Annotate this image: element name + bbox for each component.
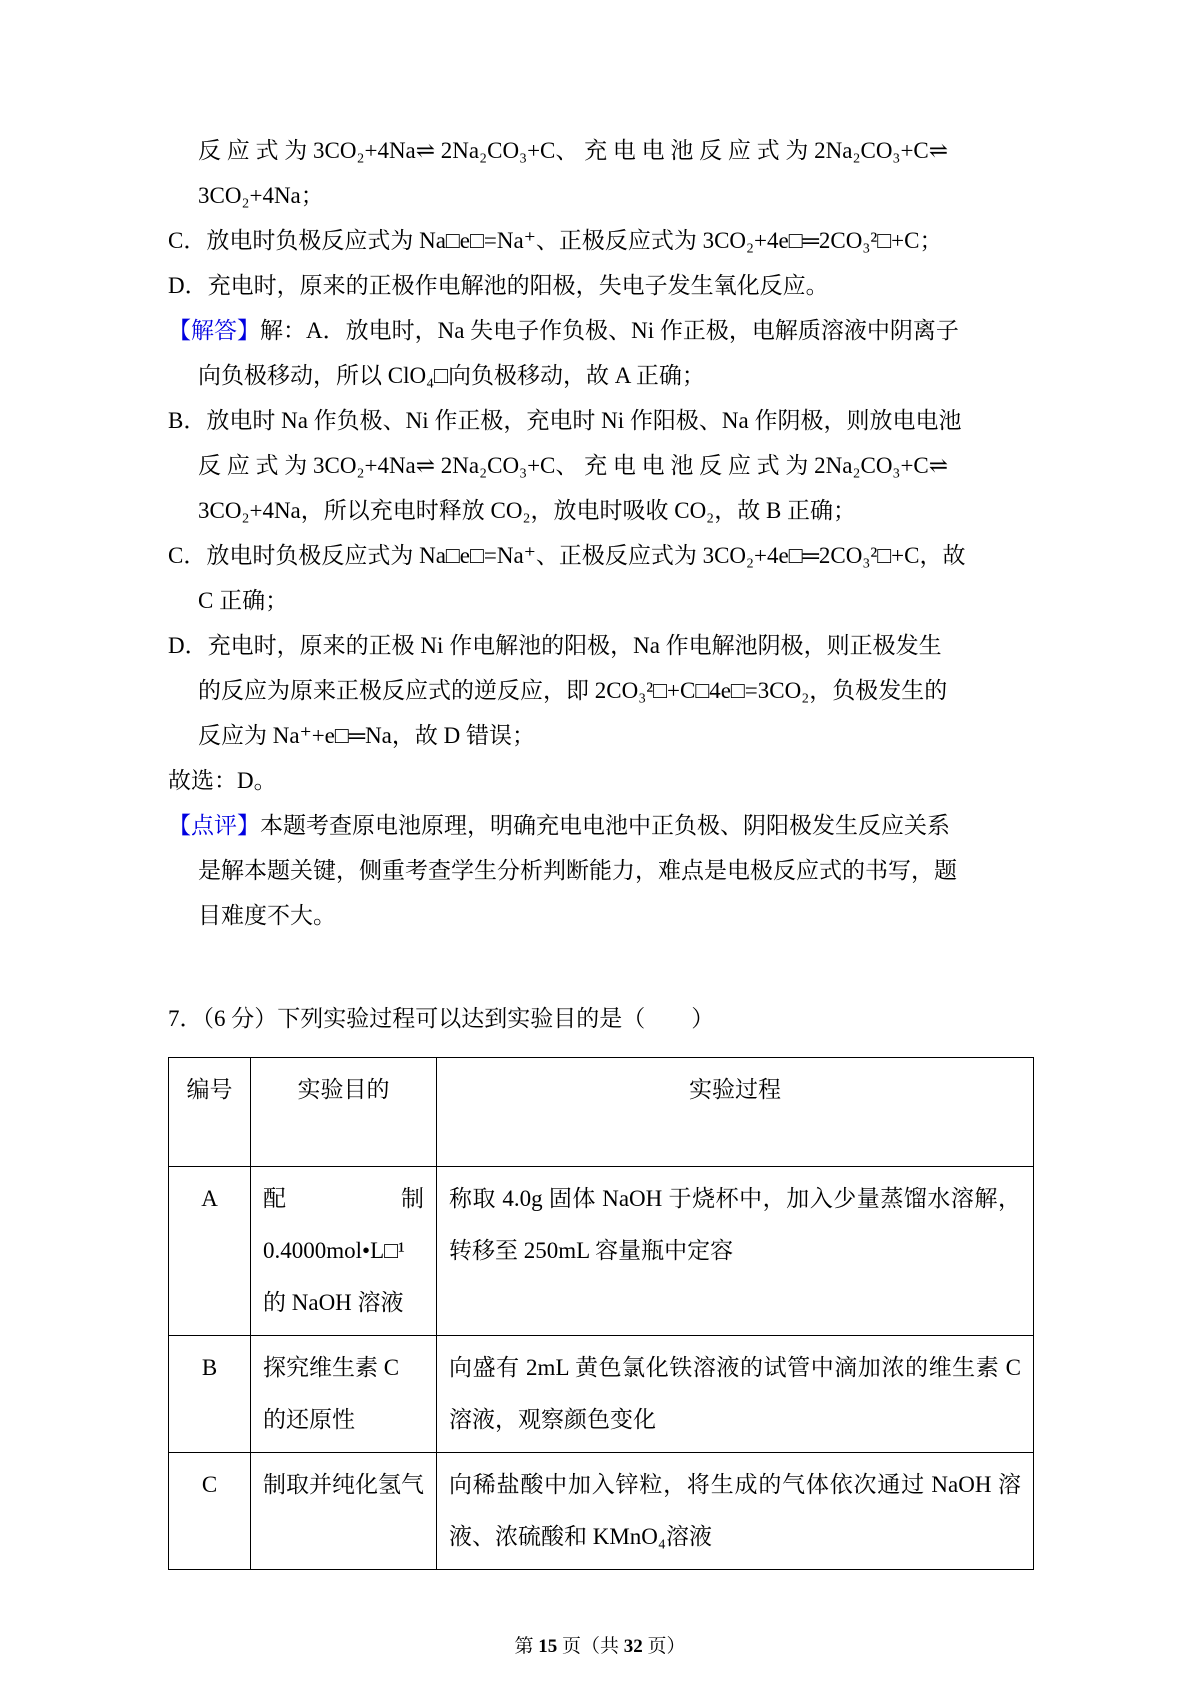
row-id: B (169, 1336, 251, 1453)
table-row-a (169, 1167, 1034, 1336)
question-7: 7．（6 分）下列实验过程可以达到实验目的是（ ） (168, 1006, 715, 1031)
total-pages: 32 (623, 1636, 643, 1657)
row-purpose: 探究维生素 C 的还原性 (251, 1336, 437, 1453)
comment-tag: 【点评】 (168, 813, 260, 838)
page-content (168, 128, 1034, 1570)
option-d-line: D．充电时，原来的正极作电解池的阳极，失电子发生氧化反应。 (168, 273, 829, 298)
text-line: D．充电时，原来的正极 Ni 作电解池的阳极，Na 作电解池阴极，则正极发生 (168, 633, 942, 658)
footer-text: 页（共 (557, 1636, 624, 1657)
row-process: 称取 4.0g 固体 NaOH 于烧杯中，加入少量蒸馏水溶解，转移至 250mL 容量瓶中定容 (437, 1167, 1034, 1336)
answer-tag: 【解答】 (168, 318, 260, 343)
text-line: 反应为 Na⁺+e□═Na，故 D 错误； (198, 723, 536, 748)
table-row-c (169, 1453, 1034, 1570)
text-line: 反 应 式 为 3CO₂+4Na⇌ 2Na₂CO₃+C、 充 电 电 池 反 应 式 为 2Na₂CO₃+C⇌ (198, 138, 949, 163)
page-number: 15 (538, 1636, 558, 1657)
text-line: 反 应 式 为 3CO₂+4Na⇌ 2Na₂CO₃+C、 充 电 电 池 反 应 式 为 2Na₂CO₃+C⇌ (198, 453, 949, 478)
text-line: 的反应为原来正极反应式的逆反应，即 2CO₃²□+C□4e□=3CO₂，负极发生的 (198, 678, 948, 703)
option-c-line: C．放电时负极反应式为 Na□e□=Na⁺、正极反应式为 3CO₂+4e□═2CO₃²□+C； (168, 228, 943, 253)
text-line: B．放电时 Na 作负极、Ni 作正极，充电时 Ni 作阳极、Na 作阴极，则放电电池 (168, 408, 962, 433)
table-row-b (169, 1336, 1034, 1453)
text-line: 向负极移动，所以 ClO₄□向负极移动，故 A 正确； (198, 363, 705, 388)
row-process: 向稀盐酸中加入锌粒，将生成的气体依次通过 NaOH 溶液、浓硫酸和 KMnO₄溶液 (437, 1453, 1034, 1570)
text-line: C 正确； (198, 588, 289, 613)
header-purpose: 实验目的 (251, 1058, 437, 1167)
row-purpose: 制取并纯化氢气 (251, 1453, 437, 1570)
header-process: 实验过程 (437, 1058, 1034, 1167)
experiment-table (168, 1057, 1034, 1570)
comment-line: 【点评】本题考查原电池原理，明确充电电池中正负极、阴阳极发生反应关系 (168, 813, 950, 838)
page-footer (0, 1631, 1200, 1658)
row-id: C (169, 1453, 251, 1570)
header-id: 编号 (169, 1058, 251, 1167)
text-line: 是解本题关键，侧重考查学生分析判断能力，难点是电极反应式的书写，题 (198, 858, 957, 883)
text-line: C．放电时负极反应式为 Na□e□=Na⁺、正极反应式为 3CO₂+4e□═2CO₃²□+C，故 (168, 543, 966, 568)
text-line: 3CO₂+4Na，所以充电时释放 CO₂，放电时吸收 CO₂，故 B 正确； (198, 498, 857, 523)
answer-line: 【解答】解：A．放电时，Na 失电子作负极、Ni 作正极，电解质溶液中阴离子 (168, 318, 959, 343)
text-line: 3CO₂+4Na； (198, 183, 324, 208)
footer-text: 第 (514, 1636, 539, 1657)
footer-text: 页） (642, 1636, 686, 1657)
row-purpose: 配 制 0.4000mol•L□¹ 的 NaOH 溶液 (251, 1167, 437, 1336)
row-process: 向盛有 2mL 黄色氯化铁溶液的试管中滴加浓的维生素 C 溶液，观察颜色变化 (437, 1336, 1034, 1453)
text-line: 目难度不大。 (198, 903, 336, 928)
table-header-row (169, 1058, 1034, 1167)
conclusion-line: 故选：D。 (168, 768, 277, 793)
row-id: A (169, 1167, 251, 1336)
